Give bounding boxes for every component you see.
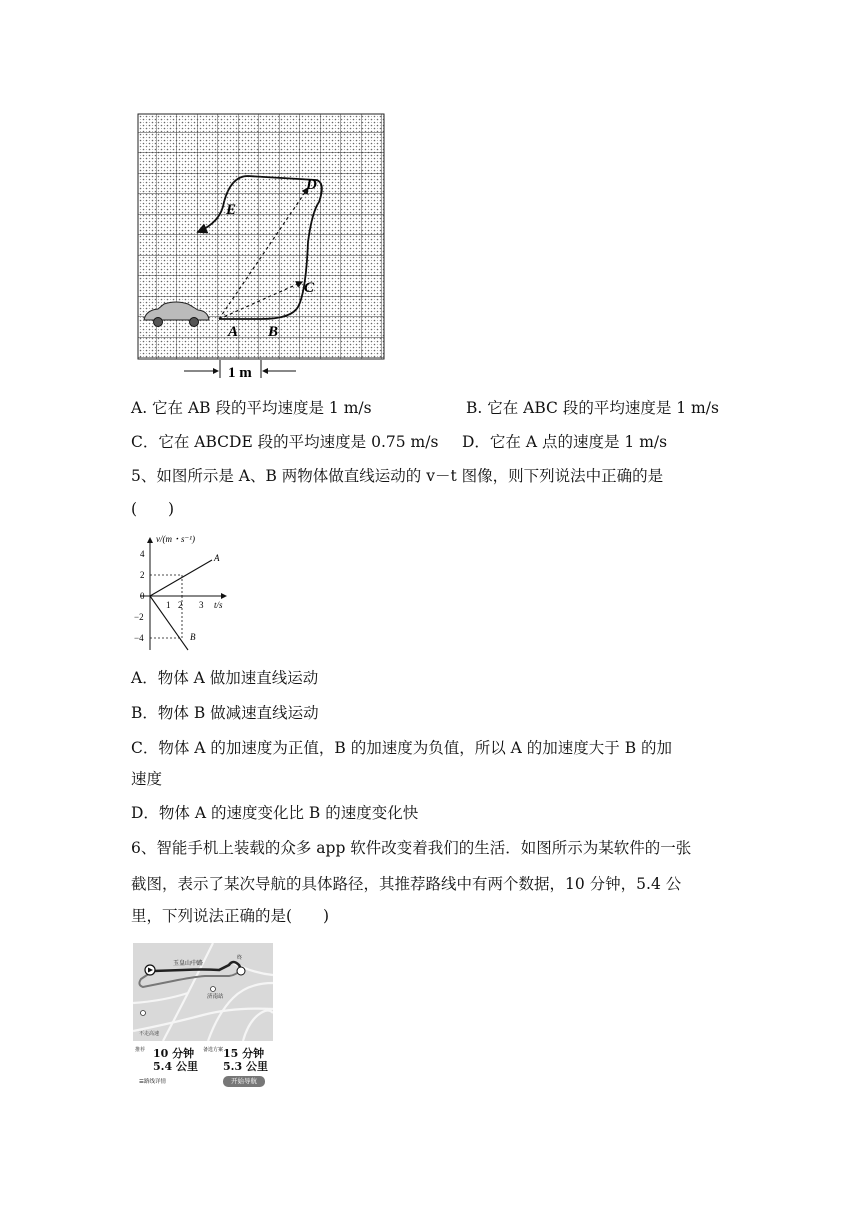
q6-navigation-screenshot (133, 943, 275, 1093)
end-label: 终 (237, 956, 243, 961)
y-tick-neg4: −4 (134, 633, 144, 643)
route1-time: 10 分钟 (153, 1047, 195, 1060)
q4-option-b: B. 它在 ABC 段的平均速度是 1 m/s (466, 399, 719, 417)
x-tick-1: 1 (166, 600, 171, 610)
route2-tag: 备选方案 (203, 1047, 224, 1053)
route-details-label: 路线详情 (143, 1079, 166, 1085)
q4-option-d: D．它在 A 点的速度是 1 m/s (462, 433, 668, 451)
no-highway-label: 不走高速 (139, 1032, 160, 1037)
q4-option-c: C．它在 ABCDE 段的平均速度是 0.75 m/s (131, 433, 439, 451)
q6-stem-line2: 截图，表示了某次导航的具体路径，其推荐路线中有两个数据，10 分钟，5.4 公 (131, 875, 682, 893)
list-icon: ☰ (139, 1079, 144, 1085)
point-label-d: D (306, 177, 317, 193)
q6-stem-line3: 里，下列说法正确的是( ) (131, 907, 330, 925)
point-label-c: C (304, 280, 315, 296)
route-option-1[interactable] (133, 1043, 203, 1073)
q6-stem-line1: 6、智能手机上装载的众多 app 软件改变着我们的生活．如图所示为某软件的一张 (131, 839, 692, 857)
x-tick-3: 3 (199, 600, 204, 610)
q5-option-c-line1: C．物体 A 的加速度为正值，B 的加速度为负值，所以 A 的加速度大于 B 的加 (131, 739, 673, 757)
place-label: 济南站 (207, 994, 224, 1000)
point-label-a: A (228, 324, 239, 340)
line-a (150, 560, 212, 596)
point-label-b: B (268, 324, 279, 340)
y-tick-2: 2 (140, 570, 145, 580)
route1-distance: 5.4 公里 (153, 1060, 198, 1073)
q5-option-b: B．物体 B 做减速直线运动 (131, 704, 319, 722)
point-label-e: E (226, 202, 237, 218)
q5-option-d: D．物体 A 的速度变化比 B 的速度变化快 (131, 804, 419, 822)
route2-distance: 5.3 公里 (223, 1060, 268, 1073)
x-tick-2: 2 (178, 600, 183, 610)
scale-label: 1 m (228, 365, 252, 381)
route1-tag: 推荐 (135, 1047, 146, 1053)
q5-stem-line2: ( ) (131, 500, 175, 518)
location-icon (141, 1011, 146, 1016)
station-icon (211, 987, 216, 992)
x-axis-label: t/s (214, 600, 223, 610)
end-marker-icon (237, 967, 245, 975)
q4-option-a: A. 它在 AB 段的平均速度是 1 m/s (131, 399, 372, 417)
route-option-2[interactable] (203, 1043, 273, 1073)
route-details-link[interactable] (139, 1077, 166, 1085)
start-navigation-button[interactable]: 开始导航 (223, 1076, 265, 1087)
q5-option-a: A．物体 A 做加速直线运动 (131, 669, 319, 687)
y-tick-0: 0 (140, 591, 145, 601)
q4-trajectory-figure (136, 112, 386, 382)
y-axis-label: v/(m・s⁻¹) (156, 534, 195, 544)
line-label-a: A (214, 553, 220, 563)
road-label: 玉皇山中路 (173, 961, 204, 967)
line-label-b: B (190, 632, 196, 642)
q5-stem-line1: 5、如图所示是 A、B 两物体做直线运动的 v－t 图像，则下列说法中正确的是 (131, 467, 664, 485)
q5-vt-graph (130, 530, 230, 655)
map-area (133, 943, 273, 1041)
q5-option-c-line2: 速度 (131, 770, 163, 788)
y-tick-4: 4 (140, 549, 145, 559)
y-tick-neg2: −2 (134, 612, 144, 622)
route2-time: 15 分钟 (223, 1047, 265, 1060)
